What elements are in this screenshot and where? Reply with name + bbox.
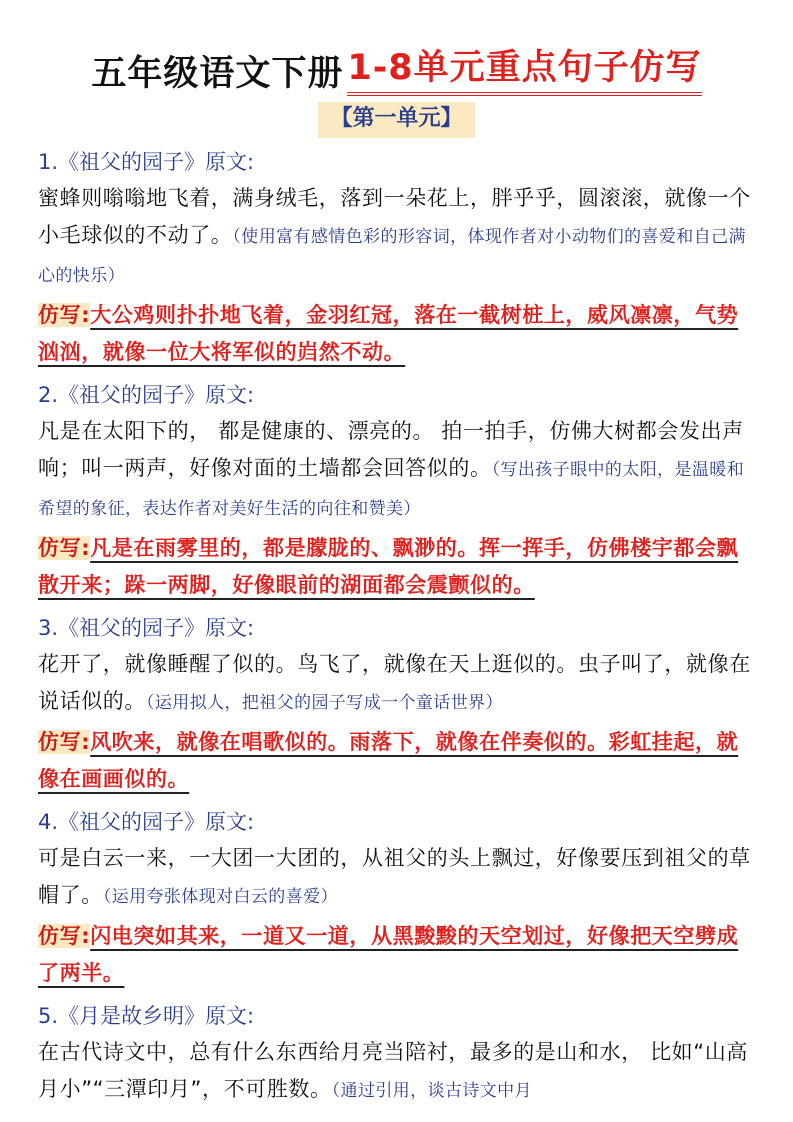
- imitation-label: 仿写:: [38, 536, 91, 560]
- item-heading: 3.《祖父的园子》原文:: [38, 616, 255, 640]
- analysis-note: （通过引用，谈古诗文中月: [331, 1081, 532, 1101]
- imitation-text: 凡是在雨雾里的，都是朦胧的、飘渺的。挥一挥手，仿佛楼宇都会飘散开来；跺一两脚，好像眼前的湖面都会震颤似的。: [38, 536, 739, 597]
- imitation-paragraph: [38, 724, 755, 798]
- original-paragraph: [38, 413, 755, 528]
- original-paragraph: [38, 1034, 755, 1110]
- item-heading: 5.《月是故乡明》原文:: [38, 1004, 255, 1028]
- sentence-item: [38, 377, 755, 604]
- original-text: 在古代诗文中，总有什么东西给月亮当陪衬，最多的是山和水， 比如“山高月小”“三潭印月”，不可胜数。: [38, 1040, 748, 1101]
- unit-heading: 【第一单元】: [318, 102, 474, 138]
- analysis-note: （写出孩子眼中的太阳，是温暖和希望的象征，表达作者对美好生活的向往和赞美）: [38, 460, 745, 519]
- imitation-text: 闪电突如其来，一道又一道，从黑黢黢的天空划过，好像把天空劈成了两半。: [38, 924, 739, 985]
- imitation-label: 仿写:: [38, 303, 91, 327]
- title-main: 五年级语文下册: [91, 54, 344, 94]
- original-text: 凡是在太阳下的， 都是健康的、漂亮的。 拍一拍手，仿佛大树都会发出声响；叫一两声，好像对面的土墙都会回答似的。: [38, 419, 744, 480]
- original-text: 可是白云一来，一大团一大团的，从祖父的头上飘过，好像要压到祖父的草帽了。: [38, 846, 751, 907]
- item-heading: 2.《祖父的园子》原文:: [38, 383, 255, 407]
- sentence-item: [38, 144, 755, 371]
- sentence-item: [38, 804, 755, 992]
- imitation-paragraph: [38, 918, 755, 992]
- item-heading: 4.《祖父的园子》原文:: [38, 810, 255, 834]
- analysis-note: （运用夸张体现对白云的喜爱）: [102, 887, 338, 907]
- analysis-note: （使用富有感情色彩的形容词，体现作者对小动物们的喜爱和自己满心的快乐）: [38, 227, 746, 286]
- original-paragraph: [38, 840, 755, 916]
- imitation-text: 风吹来，就像在唱歌似的。雨落下，就像在伴奏似的。彩虹挂起，就像在画画似的。: [38, 730, 739, 791]
- sentence-item: [38, 610, 755, 798]
- original-paragraph: [38, 180, 755, 295]
- document-title: [38, 40, 755, 96]
- imitation-label: 仿写:: [38, 730, 91, 754]
- imitation-text: 大公鸡则扑扑地飞着，金羽红冠，落在一截树桩上，威风凛凛，气势汹汹，就像一位大将军似的岿然不动。: [38, 303, 739, 364]
- original-paragraph: [38, 646, 755, 722]
- imitation-label: 仿写:: [38, 924, 91, 948]
- item-heading: 1.《祖父的园子》原文:: [38, 150, 255, 174]
- imitation-paragraph: [38, 530, 755, 604]
- imitation-paragraph: [38, 297, 755, 371]
- analysis-note: （运用拟人，把祖父的园子写成一个童话世界）: [146, 693, 503, 713]
- title-highlight: 1-8单元重点句子仿写: [347, 46, 701, 96]
- original-text: 蜜蜂则嗡嗡地飞着，满身绒毛，落到一朵花上，胖乎乎，圆滚滚，就像一个小毛球似的不动了。: [38, 186, 751, 247]
- original-text: 花开了，就像睡醒了似的。鸟飞了，就像在天上逛似的。虫子叫了，就像在说话似的。: [38, 652, 751, 713]
- sentence-item: [38, 998, 755, 1110]
